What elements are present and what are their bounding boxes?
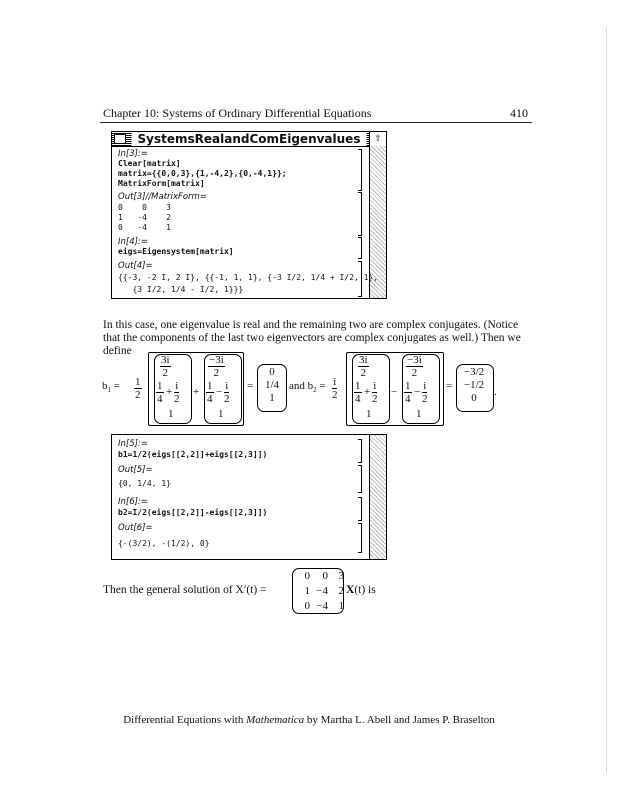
in5-label: In[5]:=: [118, 439, 148, 449]
page-edge-line: [606, 28, 607, 773]
v2-mid-b: $\frac{i}{2}$: [224, 380, 230, 405]
v2-bottom: 1: [218, 408, 224, 420]
minus-sign: −: [414, 386, 421, 398]
out6-label: Out[6]=: [118, 523, 153, 533]
v1-mid-b: $\frac{i}{2}$: [174, 380, 180, 405]
equals-sign: =: [247, 380, 254, 392]
v3-mid-a: $\frac{1}{4}$: [355, 380, 361, 405]
out4-label: Out[4]=: [118, 261, 153, 271]
out4-line-1: {{-3, -2 I, 2 I}, {{-1, 1, 1}, {-3 I/2, 1/4 + I/2, 1},: [118, 273, 379, 282]
out5-line: {0, 1/4, 1}: [118, 479, 171, 488]
paragraph-1: In this case, one eigenvalue is real and the remaining two are complex conjugates. (Notice that the components of the last two eigenvectors are complex conjugates as well.) Then we define: [103, 319, 521, 357]
v4-top: $\frac{-3i}{2}$: [407, 354, 422, 379]
out6-line: {-(3/2), -(1/2), 0}: [118, 539, 210, 548]
cell-bracket[interactable]: [358, 439, 362, 463]
v3-top: $\frac{3i}{2}$: [359, 354, 368, 379]
cell-bracket[interactable]: [358, 261, 362, 297]
in6-line[interactable]: b2=I/2(eigs[[2,2]]-eigs[[2,3]]): [118, 508, 268, 517]
out3-row-1: 0 0 3: [118, 203, 171, 212]
minus-sign: −: [391, 386, 398, 398]
in5-line[interactable]: b1=1/2(eigs[[2,2]]+eigs[[2,3]]): [118, 450, 268, 459]
v3-mid-b: $\frac{i}{2}$: [372, 380, 378, 405]
plus-sign: +: [193, 386, 200, 398]
paragraph-2: [103, 568, 463, 618]
b1-label: $b_1$ =: [102, 380, 120, 395]
out4-line-2: {3 I/2, 1/4 - I/2, 1}}}: [118, 285, 244, 294]
cell-bracket[interactable]: [358, 465, 362, 493]
equation-b1-b2: [100, 350, 540, 428]
page-number: 410: [510, 106, 528, 120]
out3-row-2: 1 -4 2: [118, 213, 171, 222]
coefficient-matrix: 0 0 3 1 −4 2 0 −4 1: [304, 570, 344, 612]
notebook-window-1[interactable]: [111, 131, 387, 299]
para2-text-before: Then the general solution of X′(t) =: [103, 584, 267, 596]
in4-line-1[interactable]: eigs=Eigensystem[matrix]: [118, 247, 234, 256]
notebook-window-2[interactable]: [111, 434, 387, 560]
in4-label: In[4]:=: [118, 237, 148, 247]
period: .: [494, 386, 497, 398]
scroll-up-arrow-icon[interactable]: ⇧: [369, 132, 386, 147]
cell-bracket[interactable]: [358, 237, 362, 259]
half-fraction: $\frac{1}{2}$: [135, 376, 141, 401]
plus-sign: +: [166, 386, 173, 398]
para2-text-after: X(t) is: [346, 584, 376, 596]
title-bar[interactable]: [112, 132, 386, 147]
out5-label: Out[5]=: [118, 465, 153, 475]
out3-row-3: 0 -4 1: [118, 223, 171, 232]
cell-bracket[interactable]: [358, 497, 362, 521]
v2-top: $\frac{-3i}{2}$: [209, 354, 224, 379]
v4-bottom: 1: [416, 408, 422, 420]
chapter-header: Chapter 10: Systems of Ordinary Differential Equations: [103, 106, 372, 120]
out3-label: Out[3]//MatrixForm=: [118, 192, 207, 202]
close-box-icon[interactable]: [114, 134, 126, 144]
and-b2-label: and $b_2$ =: [289, 380, 326, 395]
vertical-scrollbar[interactable]: [369, 435, 386, 559]
in3-line-2[interactable]: matrix={{0,0,3},{1,-4,2},{0,-4,1}};: [118, 169, 287, 178]
in3-line-3[interactable]: MatrixForm[matrix]: [118, 179, 205, 188]
cell-bracket[interactable]: [358, 149, 362, 191]
minus-sign: −: [216, 386, 223, 398]
page-footer: Differential Equations with Mathematica by Martha L. Abell and James P. Braselton: [123, 714, 495, 726]
result-b2: −3/2 −1/2 0: [463, 366, 485, 404]
in3-line-1[interactable]: Clear[matrix]: [118, 159, 181, 168]
v4-mid-a: $\frac{1}{4}$: [405, 380, 411, 405]
plus-sign: +: [364, 386, 371, 398]
v3-bottom: 1: [366, 408, 372, 420]
cell-bracket[interactable]: [358, 192, 362, 236]
in3-label: In[3]:=: [118, 149, 148, 159]
v2-mid-a: $\frac{1}{4}$: [207, 380, 213, 405]
i-half-fraction: $\frac{i}{2}$: [332, 376, 338, 401]
window-title: SystemsRealandComEigenvalues: [132, 132, 367, 146]
result-b1: 0 1/4 1: [264, 366, 280, 404]
v4-mid-b: $\frac{i}{2}$: [422, 380, 428, 405]
in6-label: In[6]:=: [118, 497, 148, 507]
equals-sign: =: [446, 380, 453, 392]
v1-bottom: 1: [168, 408, 174, 420]
v1-top: $\frac{3i}{2}$: [161, 354, 170, 379]
v1-mid-a: $\frac{1}{4}$: [157, 380, 163, 405]
header-rule: [100, 122, 532, 123]
cell-bracket[interactable]: [358, 523, 362, 553]
